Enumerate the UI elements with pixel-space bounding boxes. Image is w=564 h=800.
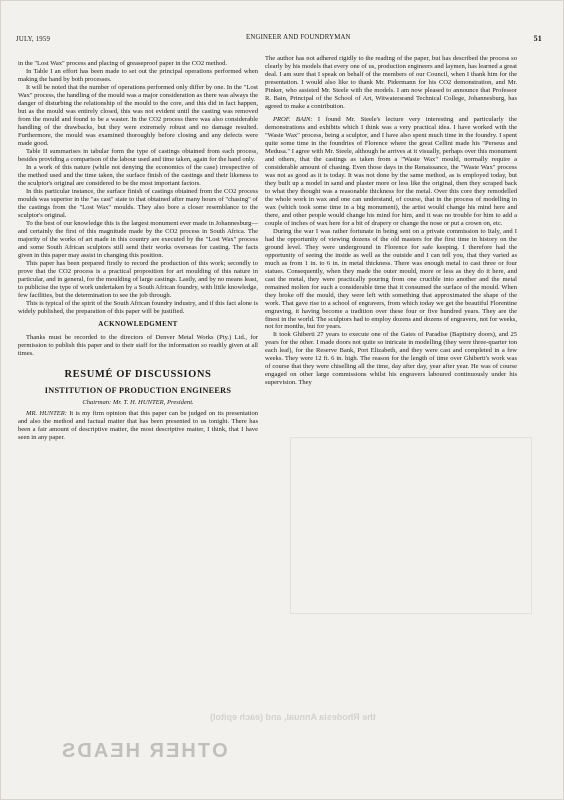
bleed-through-frame (290, 437, 532, 614)
chairman-line: Chairman: Mr. T. H. HUNTER, President. (82, 398, 194, 406)
speech-paragraph (265, 116, 517, 228)
paragraph: in the "Lost Wax" process and placing of greaseproof paper in the CO2 method. (18, 60, 228, 67)
speaker-name: PROF. BAIN: (273, 115, 313, 123)
paragraph: In a work of this nature (while not denying the economics of the case) irrespective of the method used and the time taken, the surface finish of the castings and their likeness to the sculptor's original are considered to be the most important factors. (18, 163, 258, 187)
speech-paragraph (18, 410, 258, 442)
running-header (16, 34, 542, 43)
speech-text: It is my firm opinion that this paper can be judged on its presentation and also the method and factual matter that has been presented to us tonight. There has been a fair amount of descriptive matter, the most descriptive matter, I think, that I have seen in any paper. (18, 409, 258, 441)
paragraph: This is typical of the spirit of the South African foundry industry, and if this fact alone is widely published, the preparation of this paper will be justified. (18, 299, 258, 315)
acknowledgment-text: Thanks must be recorded to the directors of Denver Metal Works (Pty.) Ltd., for permission to publish this paper and to their staff for the information so readily given at all times. (18, 334, 258, 357)
institution-heading: INSTITUTION OF PRODUCTION ENGINEERS (44, 385, 232, 395)
paragraph: In this particular instance, the surface finish of castings obtained from the CO2 process moulds was superior in the "as cast" state to that obtained after many hours of "chasing" of the castings from the "Lost Wax" moulds. They also bore a closer resemblance to the sculptor's original. (18, 187, 258, 219)
paragraph: This paper has been prepared firstly to record the production of this work; secondly to prove that the CO2 process is a practical proposition for art moulding of this nature in particular, and in general, for the moulding of large castings. Lastly, and by no means least, to publicise the type of work undertaken by a South African foundry, with little knowledge, few facilities, but the determination to see the job through. (18, 259, 258, 299)
left-column (18, 60, 258, 442)
bleed-through-caption: the Rhodesia Annual, and (each epitol) (210, 712, 376, 722)
paragraph: In Table I an effort has been made to set out the principal operations performed when making the hand by both processes. (18, 67, 258, 83)
issue-date: JULY, 1959 (16, 36, 51, 43)
page-number: 51 (533, 34, 542, 43)
acknowledgment-heading: ACKNOWLEDGMENT (98, 319, 178, 328)
paragraph: To the best of our knowledge this is the largest monument ever made in Johannesburg—and certainly the first of this magnitude made by the CO2 process in South Africa. The majority of the works of art made in this country are executed by the "Lost Wax" process and some South African sculptors still send their works overseas for casting. The facts given in this paper may assist in changing this position. (18, 219, 258, 259)
paragraph: Table II summarises in tabular form the type of castings obtained from each process, besides providing a comparison of the labour used and time taken, again for the hand only. (18, 147, 258, 163)
speaker-name: MR. HUNTER: (26, 409, 67, 417)
paragraph: The author has not adhered rigidly to the reading of the paper, but has described the process so clearly by his models that every one of us, production engineers and laymen, has learned a great deal. I am sure that I speak on behalf of the members of our Council, when I thank him for the presentation. I would also like to thank Mr. Pidermann for his CO2 demonstration, and Mr. Pinker, who assisted Mr. Steele with the models. I am now pleased to announce that Professor R. Bain, Principal of the School of Art, Witwatersrand Technical College, Johannesburg, has agreed to make a contribution. (265, 55, 517, 110)
right-column (265, 55, 517, 387)
resume-heading: RESUMÉ OF DISCUSSIONS (64, 368, 212, 380)
paragraph: During the war I was rather fortunate in being sent on a private commission to Italy, and I had the opportunity of viewing dozens of the old masters for the first time in history on the ground level. They were underground in Florence for safe keeping. I therefore had the opportunity of seeing the inside as well as the outside and I can tell you, that they varied as much as from 1 in. to 6 in. in metal thickness. There was enough metal to cast three or four statues. Consequently, when they made the outer mould, more or less as they do it here, and cast the metal, they were practically pouring from one crucible into another and the metal remained molten for such a considerable time that it consumed the surface of the mould. When they broke off the mould, they were left with something that approximated the shape of the work. That gave rise to a school of engravers, from which today we get the beautiful Florentine engraving, it having become a tradition over these four or five hundred years. They are the finest in the world. The sculptors had to employ dozens and dozens of engravers, not for weeks, not for months, but for years. (265, 227, 517, 331)
speech-text: I found Mr. Steele's lecture very interesting and particularly the demonstrations and exhibits which I think was a very practical idea. I have worked with the "Waste Wax" process, being a sculptor, and I have also spent much time in the foundry. I spent quite some time in the foundries of Florence where the great Cellini made his "Perseus and Medusa." I agree with Mr. Steele, although he arrives at it visually, perhaps over this monument and others, that the castings as taken from a "Waste Wax" mould, normally require a considerable amount of chasing. Even those days in the Renaissance, the "Waste Wax" process was not as good as it is today. It was not done by the same method, as is employed today, but they built up a model in sand and plaster more or less like the original, then they scraped back to what they thought was a reasonable thickness for the metal. Over this core they remodelled the whole work in wax and one can understand, of course, that in the process of modelling in wax (which took some time in a big monument), the artist would change his mind here and there, and other people would change his mind for him, and it was no trouble for him to add a couple of inches of wax here for a bit of drapery or change the nose or put a crown on, etc. (265, 115, 517, 227)
bleed-through-heading: OTHER HEADS (60, 740, 228, 762)
publication-title: ENGINEER AND FOUNDRYMAN (246, 34, 351, 41)
paragraph: It took Ghiberti 27 years to execute one of the Gates of Paradise (Baptistry doors), and 25 years for the other. I made doors not quite so intricate in modelling (they were three-quarter ton each leaf), for the Reserve Bank, Port Elizabeth, and they were cast and completed in a few weeks. They were 12 ft. 6 in. high. The reason for the length of time over Ghiberti's work was of course that they were chiselling all the time, day after day, year after year. He was of course engaged on other large commissions whilst his engravers laboured continuously under his supervision. They (265, 331, 517, 387)
paragraph: It will be noted that the number of operations performed only differ by one. In the "Lost Wax" process, the handling of the mould was a major consideration as there was always the danger of disturbing the relationship of the mould to the core, and this did in fact happen, but as the mould was entirely closed, this was not evident until the casting was removed from the mould and found to be a waster. In the CO2 process there was also considerable handling of the drawbacks, but they were extremely robust and no damage resulted. Furthermore, the mould was examined thoroughly before closing and any defects were made good. (18, 83, 258, 147)
